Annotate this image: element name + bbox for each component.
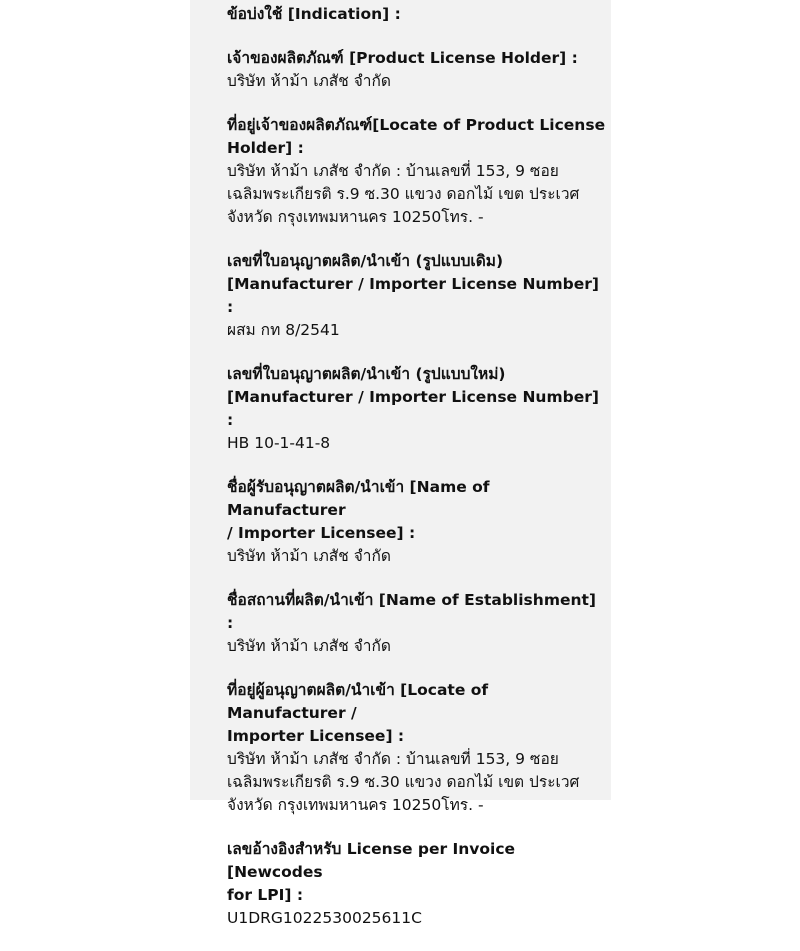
field-product-license-holder [227,47,607,93]
document-content [227,3,607,951]
field-label: ที่อยู่ผู้อนุญาตผลิต/นำเข้า [Locate of Manufacturer / Importer Licensee] : [227,681,489,745]
field-label: เลขที่ใบอนุญาตผลิต/นำเข้า (รูปแบบเดิม) [Manufacturer / Importer License Number] : [227,252,599,316]
field-licensee-address [227,679,607,817]
field-value: บริษัท ห้าม้า เภสัช จำกัด : บ้านเลขที่ 153, 9 ซอย เฉลิมพระเกียรติ ร.9 ซ.30 แขวง ดอกไม้ เขต ประเวศ จังหวัด กรุงเทพมหานคร 10250โทร. - [227,750,580,814]
document-panel [190,0,611,927]
field-label: เจ้าของผลิตภัณฑ์ [Product License Holder] : [227,49,578,67]
field-label: เลขที่ใบอนุญาตผลิต/นำเข้า (รูปแบบใหม่) [Manufacturer / Importer License Number] : [227,365,599,429]
field-license-number-new [227,363,607,455]
field-label: ข้อบ่งใช้ [Indication] : [227,5,401,23]
field-product-license-holder-address [227,114,607,229]
field-value: บริษัท ห้าม้า เภสัช จำกัด [227,72,391,90]
field-label: เลขอ้างอิงสำหรับ License per Invoice [Newcodes for LPI] : [227,840,516,904]
field-value: บริษัท ห้าม้า เภสัช จำกัด [227,637,391,655]
field-label: ชื่อผู้รับอนุญาตผลิต/นำเข้า [Name of Manufacturer / Importer Licensee] : [227,478,490,542]
field-value: U1DRG1022530025611C [227,909,422,927]
field-indication [227,3,607,26]
field-value: บริษัท ห้าม้า เภสัช จำกัด : บ้านเลขที่ 153, 9 ซอย เฉลิมพระเกียรติ ร.9 ซ.30 แขวง ดอกไม้ เขต ประเวศ จังหวัด กรุงเทพมหานคร 10250โทร. - [227,162,580,226]
field-label: ที่อยู่เจ้าของผลิตภัณฑ์[Locate of Product License Holder] : [227,116,606,157]
field-value: ผสม กท 8/2541 [227,321,340,339]
field-label: ชื่อสถานที่ผลิต/นำเข้า [Name of Establishment] : [227,591,597,632]
field-value: บริษัท ห้าม้า เภสัช จำกัด [227,547,391,565]
field-licensee-name [227,476,607,568]
field-license-number-old [227,250,607,342]
field-establishment-name [227,589,607,658]
field-value: HB 10-1-41-8 [227,434,331,452]
field-lpi-code [227,838,607,930]
